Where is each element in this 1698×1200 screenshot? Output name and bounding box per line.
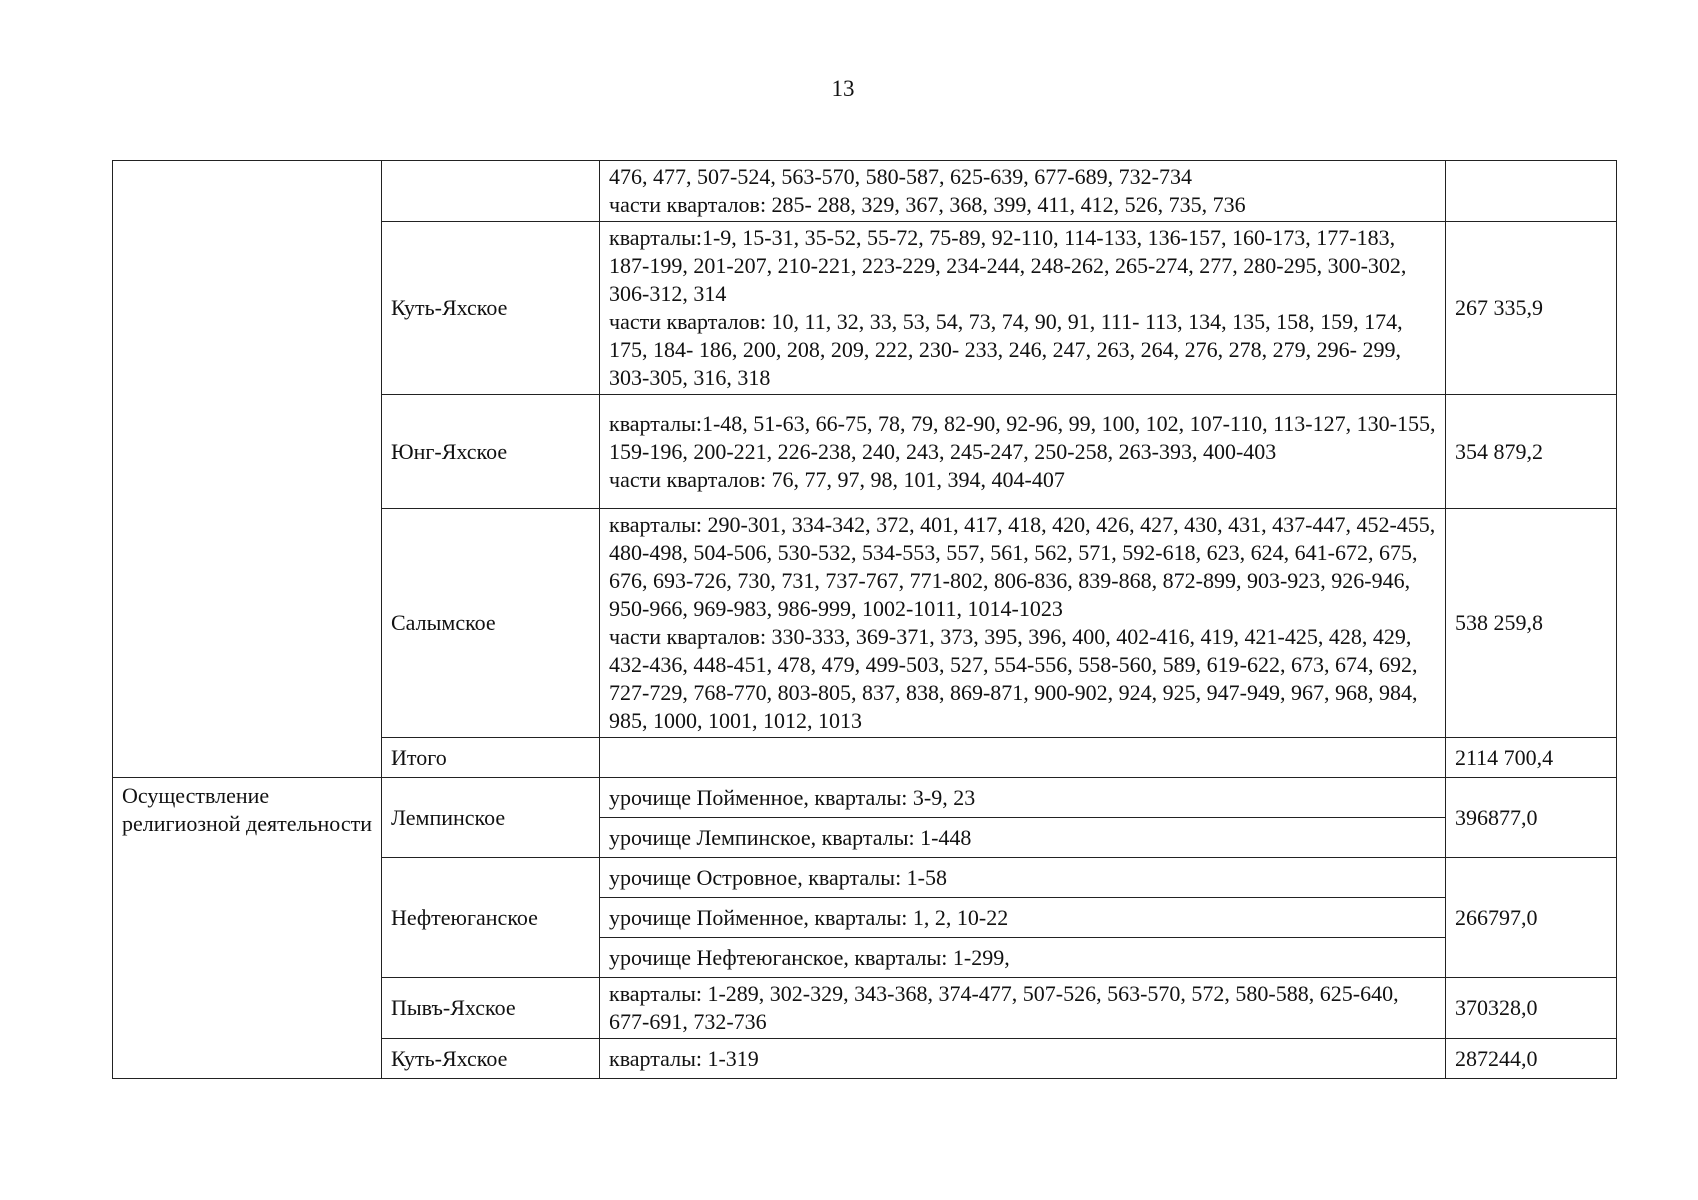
- table-row: [113, 778, 1617, 818]
- tract-cell: урочище Пойменное, кварталы: 1, 2, 10-22: [600, 898, 1446, 938]
- forestry-cell: Салымское: [382, 509, 600, 738]
- tract-cell: кварталы: 1-289, 302-329, 343-368, 374-477, 507-526, 563-570, 572, 580-588, 625-640, 677-691, 732-736: [600, 978, 1446, 1039]
- area-cell: 287244,0: [1446, 1039, 1617, 1079]
- forestry-cell: [382, 161, 600, 222]
- area-cell: [1446, 161, 1617, 222]
- area-cell: 267 335,9: [1446, 222, 1617, 395]
- tract-cell: урочище Нефтеюганское, кварталы: 1-299,: [600, 938, 1446, 978]
- forest-allocation-table: [112, 160, 1617, 1079]
- forestry-cell: Куть-Яхское: [382, 1039, 600, 1079]
- tract-cell: урочище Островное, кварталы: 1-58: [600, 858, 1446, 898]
- quarters-cell: 476, 477, 507-524, 563-570, 580-587, 625-639, 677-689, 732-734 части кварталов: 285- 288, 329, 367, 368, 399, 411, 412, 526, 735, 736: [600, 161, 1446, 222]
- page-number: 13: [831, 76, 855, 101]
- area-cell: 396877,0: [1446, 778, 1617, 858]
- forestry-cell: Пывъ-Яхское: [382, 978, 600, 1039]
- quarters-cell: [600, 738, 1446, 778]
- forestry-cell: Куть-Яхское: [382, 222, 600, 395]
- area-cell: 354 879,2: [1446, 395, 1617, 509]
- purpose-cell-continued: [113, 161, 382, 778]
- quarters-cell: кварталы:1-9, 15-31, 35-52, 55-72, 75-89, 92-110, 114-133, 136-157, 160-173, 177-183, 187-199, 201-207, 210-221, 223-229, 234-244, 248-262, 265-274, 277, 280-295, 300-302, 306-312, 314 части кварталов: 10, 11, 32, 33, 53, 54, 73, 74, 90, 91, 111- 113, 134, 135, 158, 159, 174, 175, 184- 186, 200, 208, 209, 222, 230- 233, 246, 247, 263, 264, 276, 278, 279, 296- 299, 303-305, 316, 318: [600, 222, 1446, 395]
- total-label: Итого: [382, 738, 600, 778]
- total-area: 2114 700,4: [1446, 738, 1617, 778]
- quarters-cell: кварталы: 290-301, 334-342, 372, 401, 417, 418, 420, 426, 427, 430, 431, 437-447, 452-455, 480-498, 504-506, 530-532, 534-553, 557, 561, 562, 571, 592-618, 623, 624, 641-672, 675, 676, 693-726, 730, 731, 737-767, 771-802, 806-836, 839-868, 872-899, 903-923, 926-946, 950-966, 969-983, 986-999, 1002-1011, 1014-1023 части кварталов: 330-333, 369-371, 373, 395, 396, 400, 402-416, 419, 421-425, 428, 429, 432-436, 448-451, 478, 479, 499-503, 527, 554-556, 558-560, 589, 619-622, 673, 674, 692, 727-729, 768-770, 803-805, 837, 838, 869-871, 900-902, 924, 925, 947-949, 967, 968, 984, 985, 1000, 1001, 1012, 1013: [600, 509, 1446, 738]
- quarters-cell: кварталы:1-48, 51-63, 66-75, 78, 79, 82-90, 92-96, 99, 100, 102, 107-110, 113-127, 130-155, 159-196, 200-221, 226-238, 240, 243, 245-247, 250-258, 263-393, 400-403 части кварталов: 76, 77, 97, 98, 101, 394, 404-407: [600, 395, 1446, 509]
- purpose-cell: Осуществление религиозной деятельности: [113, 778, 382, 1079]
- area-cell: 538 259,8: [1446, 509, 1617, 738]
- forestry-cell: Нефтеюганское: [382, 858, 600, 978]
- tract-cell: урочище Пойменное, кварталы: 3-9, 23: [600, 778, 1446, 818]
- forestry-cell: Юнг-Яхское: [382, 395, 600, 509]
- area-cell: 370328,0: [1446, 978, 1617, 1039]
- area-cell: 266797,0: [1446, 858, 1617, 978]
- forestry-cell: Лемпинское: [382, 778, 600, 858]
- tract-cell: урочище Лемпинское, кварталы: 1-448: [600, 818, 1446, 858]
- tract-cell: кварталы: 1-319: [600, 1039, 1446, 1079]
- table-row: [113, 161, 1617, 222]
